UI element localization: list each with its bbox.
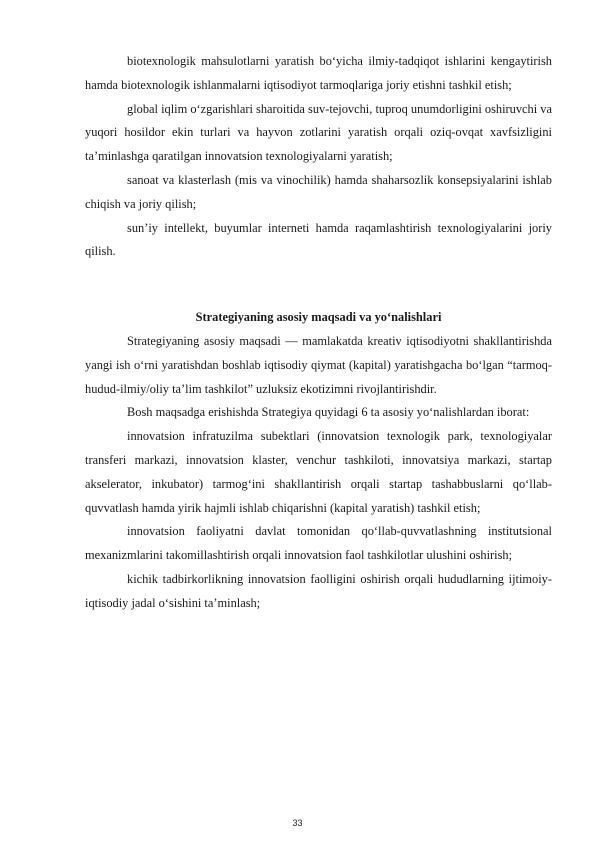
page-content <box>85 50 552 616</box>
paragraph-small-business: kichik tadbirkorlikning innovatsion faolligini oshirish orqali hududlarning ijtimoiy-iqtisodiy jadal o‘sishini ta’minlash; <box>85 571 552 610</box>
paragraph-clustering: sanoat va klasterlash (mis va vinochilik) hamda shaharsozlik konsepsiyalarini ishlab chiqish va joriy qilish; <box>85 172 552 211</box>
paragraph-climate: global iqlim o‘zgarishlari sharoitida suv-tejovchi, tuproq unumdorligini oshiruvchi va yuqori hosildor ekin turlari va hayvon zotlarini yaratish orqali oziq-ovqat xavfsizligini ta’minlashga qaratilgan innovatsion texnologiyalarni yaratish; <box>85 101 552 164</box>
paragraph-state-support: innovatsion faoliyatni davlat tomonidan qo‘llab-quvvatlashning institutsional mexanizmlarini takomillashtirish orqali innovatsion faol tashkilotlar ulushini oshirish; <box>85 524 552 563</box>
paragraph-directions-intro: Bosh maqsadga erishishda Strategiya quyidagi 6 ta asosiy yo‘nalishlardan iborat: <box>127 405 530 420</box>
paragraph-ai: sun’iy intellekt, buyumlar interneti hamda raqamlashtirish texnologiyalarini joriy qilish. <box>85 220 552 259</box>
paragraph-infrastructure: innovatsion infratuzilma subektlari (innovatsion texnologik park, texnologiyalar transferi markazi, innovatsion klaster, venchur tashkiloti, innovatsiya markazi, startap akselerator, inkubator) tarmog‘ini shakllantirish orqali startap tashabbuslarni qo‘llab-quvvatlash hamda yirik hajmli ishlab chiqarishni (kapital yaratish) tashkil etish; <box>85 429 552 515</box>
paragraph-biotech: biotexnologik mahsulotlarni yaratish bo‘yicha ilmiy-tadqiqot ishlarini kengaytirish hamda biotexnologik ishlanmalarni iqtisodiyot tarmoqlariga joriy etishni tashkil etish; <box>85 54 552 92</box>
page-number: 33 <box>292 818 303 828</box>
section-title: Strategiyaning asosiy maqsadi va yo‘nalishlari <box>195 310 442 325</box>
paragraph-main-goal: Strategiyaning asosiy maqsadi — mamlakatda kreativ iqtisodiyotni shakllantirishda yangi ish o‘rni yaratishdan boshlab iqtisodiy qiymat (kapital) yaratishgacha bo‘lgan “tarmoq-hudud-ilmiy/oliy ta’lim tashkilot” uzluksiz ekotizimni rivojlantirishdir. <box>85 333 552 396</box>
